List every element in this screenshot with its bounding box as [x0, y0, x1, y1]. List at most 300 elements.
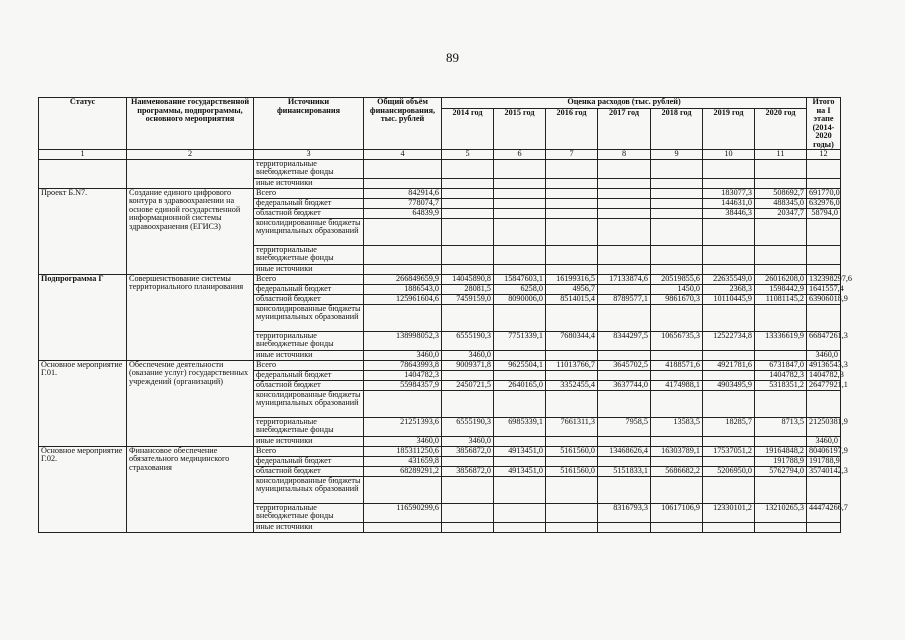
year-value-cell: [651, 264, 703, 274]
year-value-cell: [546, 264, 598, 274]
itogo-cell: 44474266,7: [807, 503, 841, 522]
name-cell: Обеспечение деятельности (оказание услуг) государственных учреждений (организаций): [127, 360, 254, 446]
year-value-cell: 9009371,8: [442, 360, 494, 370]
year-value-cell: 7459159,0: [442, 294, 494, 304]
year-value-cell: 4903495,9: [703, 380, 755, 390]
year-value-cell: 7958,5: [598, 417, 651, 436]
name-cell: Финансовое обеспечение обязательного медицинского страхования: [127, 446, 254, 532]
year-value-cell: [442, 178, 494, 188]
year-value-cell: 488345,0: [755, 198, 807, 208]
total-cell: [364, 390, 442, 417]
year-value-cell: [546, 159, 598, 178]
year-value-cell: [598, 245, 651, 264]
total-cell: 116590299,6: [364, 503, 442, 522]
source-cell: Всего: [254, 188, 364, 198]
column-index: 3: [254, 150, 364, 160]
year-value-cell: [651, 350, 703, 360]
year-value-cell: [598, 178, 651, 188]
year-value-cell: [651, 522, 703, 532]
itogo-cell: [807, 304, 841, 331]
total-cell: 1404782,3: [364, 370, 442, 380]
year-value-cell: [755, 304, 807, 331]
year-value-cell: [598, 456, 651, 466]
year-value-cell: [546, 218, 598, 245]
year-value-cell: 4956,7: [546, 284, 598, 294]
year-value-cell: 8344297,5: [598, 331, 651, 350]
table-row: [39, 274, 841, 284]
page-number: 89: [446, 50, 459, 65]
year-value-cell: [442, 188, 494, 198]
year-value-cell: [651, 436, 703, 446]
year-value-cell: 5151833,1: [598, 466, 651, 476]
column-index: 8: [598, 150, 651, 160]
year-value-cell: [598, 218, 651, 245]
year-value-cell: 1598442,9: [755, 284, 807, 294]
year-value-cell: [755, 390, 807, 417]
year-value-cell: [494, 198, 546, 208]
year-value-cell: 3637744,0: [598, 380, 651, 390]
year-value-cell: [651, 304, 703, 331]
year-value-cell: [442, 304, 494, 331]
year-value-cell: [546, 522, 598, 532]
source-cell: иные источники: [254, 522, 364, 532]
year-value-cell: [598, 522, 651, 532]
total-cell: 778074,7: [364, 198, 442, 208]
header-year: 2016 год: [546, 109, 598, 150]
year-value-cell: [546, 503, 598, 522]
year-value-cell: 6985339,1: [494, 417, 546, 436]
year-value-cell: [494, 304, 546, 331]
itogo-cell: 63906018,9: [807, 294, 841, 304]
year-value-cell: 17537051,2: [703, 446, 755, 456]
total-cell: 138998052,3: [364, 331, 442, 350]
year-value-cell: [494, 188, 546, 198]
year-value-cell: 4913451,0: [494, 466, 546, 476]
status-cell: Проект Б.N7.: [39, 188, 127, 274]
column-index: 12: [807, 150, 841, 160]
header-year: 2017 год: [598, 109, 651, 150]
year-value-cell: [598, 208, 651, 218]
total-cell: 68289291,2: [364, 466, 442, 476]
source-cell: консолидированные бюджеты муниципальных образований: [254, 218, 364, 245]
year-value-cell: [494, 159, 546, 178]
year-value-cell: 19164848,2: [755, 446, 807, 456]
year-value-cell: [442, 390, 494, 417]
itogo-cell: 35740142,3: [807, 466, 841, 476]
year-value-cell: 6258,0: [494, 284, 546, 294]
year-value-cell: 13336619,9: [755, 331, 807, 350]
year-value-cell: [598, 436, 651, 446]
year-value-cell: 183077,3: [703, 188, 755, 198]
year-value-cell: [546, 436, 598, 446]
year-value-cell: 5161560,0: [546, 446, 598, 456]
year-value-cell: [703, 436, 755, 446]
year-value-cell: 4921781,6: [703, 360, 755, 370]
year-value-cell: [703, 456, 755, 466]
year-value-cell: [651, 198, 703, 208]
column-index: 11: [755, 150, 807, 160]
table-row: [39, 159, 841, 178]
year-value-cell: [598, 476, 651, 503]
year-value-cell: [442, 198, 494, 208]
year-value-cell: 8090006,0: [494, 294, 546, 304]
year-value-cell: [546, 198, 598, 208]
year-value-cell: [442, 522, 494, 532]
total-cell: 266849659,9: [364, 274, 442, 284]
status-cell: Основное мероприятие Г.01.: [39, 360, 127, 446]
year-value-cell: 13468626,4: [598, 446, 651, 456]
year-value-cell: [651, 245, 703, 264]
year-value-cell: [494, 522, 546, 532]
status-cell: Подпрограмма Г: [39, 274, 127, 360]
year-value-cell: [442, 218, 494, 245]
year-value-cell: 11013766,7: [546, 360, 598, 370]
name-cell: Совершенствование системы территориального планирования: [127, 274, 254, 360]
year-value-cell: [755, 218, 807, 245]
header-total: Общий объём финансирования, тыс. рублей: [364, 98, 442, 150]
year-value-cell: [442, 264, 494, 274]
source-cell: территориальные внебюджетные фонды: [254, 417, 364, 436]
year-value-cell: [703, 245, 755, 264]
column-index: 6: [494, 150, 546, 160]
header-name: Наименование государственной программы, подпрограммы, основного мероприятия: [127, 98, 254, 150]
year-value-cell: [598, 350, 651, 360]
itogo-cell: 3460,0: [807, 436, 841, 446]
year-value-cell: 8713,5: [755, 417, 807, 436]
year-value-cell: [598, 264, 651, 274]
year-value-cell: [494, 245, 546, 264]
year-value-cell: 1404782,3: [755, 370, 807, 380]
year-value-cell: 191788,9: [755, 456, 807, 466]
year-value-cell: 3856872,0: [442, 466, 494, 476]
header-year: 2019 год: [703, 109, 755, 150]
source-cell: федеральный бюджет: [254, 198, 364, 208]
header-status: Статус: [39, 98, 127, 150]
year-value-cell: 11081145,2: [755, 294, 807, 304]
year-value-cell: [442, 456, 494, 466]
year-value-cell: 4913451,0: [494, 446, 546, 456]
year-value-cell: 12522734,8: [703, 331, 755, 350]
year-value-cell: [598, 188, 651, 198]
year-value-cell: 8316793,3: [598, 503, 651, 522]
year-value-cell: [494, 390, 546, 417]
year-value-cell: [494, 436, 546, 446]
itogo-cell: [807, 245, 841, 264]
header-estimate: Оценка расходов (тыс. рублей): [442, 98, 807, 109]
column-index: 4: [364, 150, 442, 160]
source-cell: федеральный бюджет: [254, 456, 364, 466]
source-cell: областной бюджет: [254, 294, 364, 304]
source-cell: Всего: [254, 274, 364, 284]
year-value-cell: 10110445,9: [703, 294, 755, 304]
total-cell: [364, 178, 442, 188]
year-value-cell: [755, 436, 807, 446]
year-value-cell: [546, 370, 598, 380]
total-cell: 842914,6: [364, 188, 442, 198]
year-value-cell: 13583,5: [651, 417, 703, 436]
year-value-cell: 5318351,2: [755, 380, 807, 390]
column-index: 2: [127, 150, 254, 160]
year-value-cell: [546, 304, 598, 331]
itogo-cell: [807, 390, 841, 417]
year-value-cell: [546, 188, 598, 198]
total-cell: [364, 218, 442, 245]
total-cell: 125961604,6: [364, 294, 442, 304]
header-itogo: Итого на I этапе (2014-2020 годы): [807, 98, 841, 150]
year-value-cell: [598, 304, 651, 331]
year-value-cell: [755, 245, 807, 264]
year-value-cell: [494, 456, 546, 466]
year-value-cell: 13210265,3: [755, 503, 807, 522]
name-cell: [127, 159, 254, 188]
year-value-cell: 4188571,6: [651, 360, 703, 370]
year-value-cell: 14045890,8: [442, 274, 494, 284]
total-cell: 431659,8: [364, 456, 442, 466]
year-value-cell: [755, 522, 807, 532]
header-year: 2014 год: [442, 109, 494, 150]
itogo-cell: 1641557,4: [807, 284, 841, 294]
year-value-cell: [442, 476, 494, 503]
source-cell: территориальные внебюджетные фонды: [254, 503, 364, 522]
itogo-cell: 3460,0: [807, 350, 841, 360]
total-cell: [364, 304, 442, 331]
year-value-cell: [546, 476, 598, 503]
source-cell: областной бюджет: [254, 380, 364, 390]
source-cell: территориальные внебюджетные фонды: [254, 159, 364, 178]
year-value-cell: [651, 456, 703, 466]
year-value-cell: 26016208,0: [755, 274, 807, 284]
year-value-cell: [755, 350, 807, 360]
year-value-cell: 6555190,3: [442, 331, 494, 350]
source-cell: консолидированные бюджеты муниципальных образований: [254, 476, 364, 503]
year-value-cell: [494, 218, 546, 245]
year-value-cell: 3460,0: [442, 436, 494, 446]
total-cell: 3460,0: [364, 436, 442, 446]
year-value-cell: 5161560,0: [546, 466, 598, 476]
year-value-cell: [651, 476, 703, 503]
itogo-cell: 66847261,3: [807, 331, 841, 350]
itogo-cell: 58794,0: [807, 208, 841, 218]
year-value-cell: 2368,3: [703, 284, 755, 294]
year-value-cell: 2450721,5: [442, 380, 494, 390]
year-value-cell: 10617106,9: [651, 503, 703, 522]
source-cell: территориальные внебюджетные фонды: [254, 245, 364, 264]
total-cell: [364, 522, 442, 532]
year-value-cell: [651, 188, 703, 198]
year-value-cell: [755, 159, 807, 178]
year-value-cell: [598, 284, 651, 294]
year-value-cell: [651, 159, 703, 178]
year-value-cell: [494, 208, 546, 218]
total-cell: [364, 264, 442, 274]
year-value-cell: [442, 370, 494, 380]
itogo-cell: [807, 476, 841, 503]
budget-table: [38, 97, 852, 533]
total-cell: 3460,0: [364, 350, 442, 360]
year-value-cell: 12330101,2: [703, 503, 755, 522]
source-cell: областной бюджет: [254, 466, 364, 476]
header-sources: Источники финансирования: [254, 98, 364, 150]
year-value-cell: 3645702,5: [598, 360, 651, 370]
source-cell: областной бюджет: [254, 208, 364, 218]
year-value-cell: [546, 178, 598, 188]
year-value-cell: [546, 245, 598, 264]
year-value-cell: [703, 304, 755, 331]
year-value-cell: 18285,7: [703, 417, 755, 436]
year-value-cell: [755, 264, 807, 274]
year-value-cell: 9861670,3: [651, 294, 703, 304]
itogo-cell: 26477921,1: [807, 380, 841, 390]
column-index: 1: [39, 150, 127, 160]
year-value-cell: 7661311,3: [546, 417, 598, 436]
year-value-cell: [703, 264, 755, 274]
source-cell: федеральный бюджет: [254, 370, 364, 380]
header-year: 2020 год: [755, 109, 807, 150]
year-value-cell: [651, 178, 703, 188]
year-value-cell: [494, 264, 546, 274]
table-row: [39, 446, 841, 456]
year-value-cell: 15847603,1: [494, 274, 546, 284]
total-cell: 185311250,6: [364, 446, 442, 456]
itogo-cell: 191788,9: [807, 456, 841, 466]
source-cell: Всего: [254, 360, 364, 370]
year-value-cell: 16199316,5: [546, 274, 598, 284]
column-index: 10: [703, 150, 755, 160]
source-cell: консолидированные бюджеты муниципальных образований: [254, 304, 364, 331]
year-value-cell: [598, 159, 651, 178]
year-value-cell: [494, 503, 546, 522]
year-value-cell: [546, 350, 598, 360]
year-value-cell: [442, 503, 494, 522]
year-value-cell: 7751339,1: [494, 331, 546, 350]
year-value-cell: 2640165,0: [494, 380, 546, 390]
itogo-cell: 21250381,9: [807, 417, 841, 436]
itogo-cell: 1404782,3: [807, 370, 841, 380]
year-value-cell: 5206950,0: [703, 466, 755, 476]
year-value-cell: [755, 476, 807, 503]
year-value-cell: [494, 178, 546, 188]
table-row: [39, 360, 841, 370]
year-value-cell: [703, 350, 755, 360]
year-value-cell: 3352455,4: [546, 380, 598, 390]
year-value-cell: [703, 522, 755, 532]
year-value-cell: [703, 390, 755, 417]
year-value-cell: [494, 370, 546, 380]
year-value-cell: [494, 350, 546, 360]
year-value-cell: [703, 370, 755, 380]
year-value-cell: 8789577,1: [598, 294, 651, 304]
total-cell: [364, 159, 442, 178]
itogo-cell: 632976,0: [807, 198, 841, 208]
year-value-cell: 20519855,6: [651, 274, 703, 284]
total-cell: [364, 245, 442, 264]
year-value-cell: 3460,0: [442, 350, 494, 360]
source-cell: консолидированные бюджеты муниципальных образований: [254, 390, 364, 417]
total-cell: [364, 476, 442, 503]
year-value-cell: 5762794,0: [755, 466, 807, 476]
year-value-cell: [703, 178, 755, 188]
year-value-cell: [703, 159, 755, 178]
itogo-cell: [807, 218, 841, 245]
year-value-cell: 38446,3: [703, 208, 755, 218]
year-value-cell: [546, 456, 598, 466]
year-value-cell: 6555190,3: [442, 417, 494, 436]
table-row: [39, 188, 841, 198]
header-row: [39, 98, 841, 109]
year-value-cell: 3856872,0: [442, 446, 494, 456]
header-year: 2015 год: [494, 109, 546, 150]
year-value-cell: 10656735,3: [651, 331, 703, 350]
total-cell: 1886543,0: [364, 284, 442, 294]
year-value-cell: [703, 476, 755, 503]
column-index: 9: [651, 150, 703, 160]
year-value-cell: [651, 370, 703, 380]
year-value-cell: 5686682,2: [651, 466, 703, 476]
year-value-cell: 7680344,4: [546, 331, 598, 350]
year-value-cell: 4174988,1: [651, 380, 703, 390]
itogo-cell: 80406197,9: [807, 446, 841, 456]
itogo-cell: 132398297,6: [807, 274, 841, 284]
year-value-cell: [494, 476, 546, 503]
total-cell: 21251393,6: [364, 417, 442, 436]
source-cell: территориальные внебюджетные фонды: [254, 331, 364, 350]
year-value-cell: 20347,7: [755, 208, 807, 218]
status-cell: Основное мероприятие Г.02.: [39, 446, 127, 532]
source-cell: иные источники: [254, 350, 364, 360]
year-value-cell: 8514015,4: [546, 294, 598, 304]
year-value-cell: 28081,5: [442, 284, 494, 294]
year-value-cell: [598, 198, 651, 208]
year-value-cell: [546, 208, 598, 218]
itogo-cell: [807, 264, 841, 274]
source-cell: иные источники: [254, 264, 364, 274]
year-value-cell: 508692,7: [755, 188, 807, 198]
year-value-cell: 6731847,0: [755, 360, 807, 370]
itogo-cell: [807, 522, 841, 532]
year-value-cell: 17133874,6: [598, 274, 651, 284]
total-cell: 55984357,9: [364, 380, 442, 390]
itogo-cell: 691770,0: [807, 188, 841, 198]
source-cell: федеральный бюджет: [254, 284, 364, 294]
source-cell: иные источники: [254, 178, 364, 188]
year-value-cell: 144631,0: [703, 198, 755, 208]
year-value-cell: 16303789,1: [651, 446, 703, 456]
year-value-cell: [442, 208, 494, 218]
source-cell: иные источники: [254, 436, 364, 446]
header-year: 2018 год: [651, 109, 703, 150]
total-cell: 78643993,8: [364, 360, 442, 370]
year-value-cell: [598, 390, 651, 417]
total-cell: 64839,9: [364, 208, 442, 218]
source-cell: Всего: [254, 446, 364, 456]
year-value-cell: [651, 218, 703, 245]
column-index: 5: [442, 150, 494, 160]
status-cell: [39, 159, 127, 188]
year-value-cell: 22635549,0: [703, 274, 755, 284]
year-value-cell: [442, 159, 494, 178]
year-value-cell: [598, 370, 651, 380]
name-cell: Создание единого цифрового контура в здравоохранении на основе единой государственной информационной системы здравоохранения (ЕГИСЗ): [127, 188, 254, 274]
year-value-cell: [651, 390, 703, 417]
itogo-cell: 49136543,3: [807, 360, 841, 370]
year-value-cell: [546, 390, 598, 417]
itogo-cell: [807, 178, 841, 188]
column-index-row: [39, 150, 841, 160]
year-value-cell: 9625504,1: [494, 360, 546, 370]
itogo-cell: [807, 159, 841, 178]
year-value-cell: 1450,0: [651, 284, 703, 294]
year-value-cell: [755, 178, 807, 188]
